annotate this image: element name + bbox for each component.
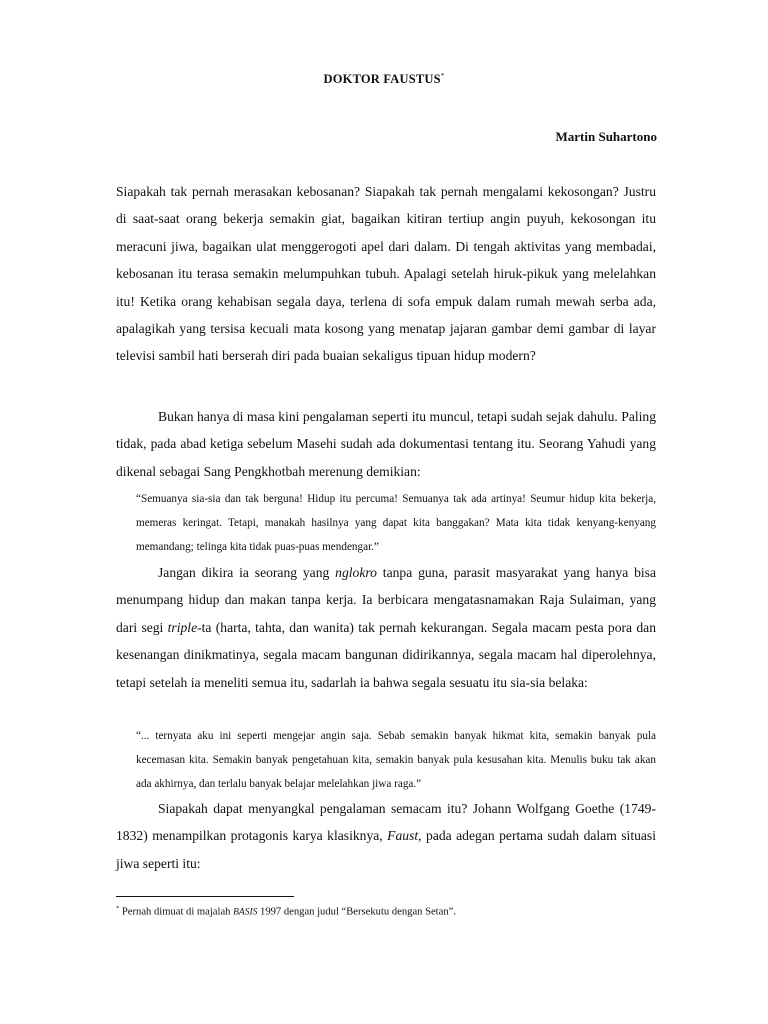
paragraph-3-emphasis-triple: triple (167, 619, 198, 635)
paragraph-3-emphasis-nglokro: nglokro (335, 565, 377, 580)
footnote (116, 902, 456, 920)
paragraph-4 (116, 795, 656, 877)
paragraph-2 (116, 403, 656, 485)
footnote-divider (116, 896, 294, 897)
paragraph-4-part-b: , pada adegan pertama sudah dalam situasi jiwa seperti itu: (116, 828, 656, 871)
paragraph-3-part-a: Jangan dikira ia seorang yang (158, 565, 336, 580)
page-title (0, 72, 768, 87)
paragraph-3 (116, 559, 656, 696)
paragraph-3-part-b: tanpa guna, parasit masyarakat yang hanya bisa menumpang hidup dan makan tanpa kerja. Ia berbicara mengatasnamakan Raja Sulaiman, yang dari segi (116, 565, 656, 635)
footnote-magazine-name: BASIS (233, 907, 258, 918)
paragraph-1-text: Siapakah tak pernah merasakan kebosanan? Siapakah tak pernah mengalami kekosongan? Justru di saat-saat orang bekerja semakin giat, bagaikan kitiran tertiup angin puyuh, kekosongan itu meracuni jiwa, bagaikan ulat menggerogoti apel dari dalam. Di tengah aktivitas yang membadai, kebosanan itu terasa semakin melumpuhkan tubuh. Apalagi setelah hiruk-pikuk yang melelahkan itu! Ketika orang kehabisan segala daya, terlena di sofa empuk dalam rumah mewah serba ada, apalagikah yang tersisa kecuali mata kosong yang menatap jajaran gambar demi gambar di layar televisi sambil hati berserah diri pada buaian sekaligus tipuan hidup modern? (116, 184, 656, 364)
title-footnote-mark: * (440, 72, 445, 80)
author-name: Martin Suhartono (555, 129, 657, 144)
paragraph-4-emphasis-faust: Faust (387, 828, 419, 844)
paragraph-3-part-c: -ta (harta, tahta, dan wanita) tak pernah kekurangan. Segala macam pesta pora dan kesenangan dinikmatinya, segala macam bangunan didirikannya, segala macam hal diperolehnya, tetapi setelah ia meneliti semua itu, sadarlah ia bahwa segala sesuatu itu sia-sia belaka: (116, 619, 656, 690)
quotation-2: “... ternyata aku ini seperti mengejar angin saja. Sebab semakin banyak hikmat kita, semakin banyak pula kecemasan kita. Semakin banyak pengetahuan kita, semakin banyak pula kesusahan kita. Menulis buku tak akan ada akhirnya, dan terlalu banyak belajar melelahkan jiwa raga.” (136, 730, 656, 790)
footnote-mark: * (116, 905, 120, 912)
paragraph-2-text: Bukan hanya di masa kini pengalaman seperti itu muncul, tetapi sudah sejak dahulu. Paling tidak, pada abad ketiga sebelum Masehi sudah ada dokumentasi tentang itu. Seorang Yahudi yang dikenal sebagai Sang Pengkhotbah merenung demikian: (116, 409, 656, 479)
paragraph-3-text (116, 559, 656, 696)
title-text: DOKTOR FAUSTUS (323, 72, 441, 87)
paragraph-4-part-a: Siapakah dapat menyangkal pengalaman semacam itu? Johann Wolfgang Goethe (1749-1832) menampilkan protagonis karya klasiknya, (116, 801, 656, 844)
quotation-1: “Semuanya sia-sia dan tak berguna! Hidup itu percuma! Semuanya tak ada artinya! Seumur hidup kita bekerja, memeras keringat. Tetapi, manakah hasilnya yang dapat kita banggakan? Mata kita tidak kenyang-kenyang memandang; telinga kita tidak puas-puas mendengar.” (136, 493, 656, 553)
footnote-text-a: Pernah dimuat di majalah (119, 906, 234, 918)
paragraph-4-text (116, 795, 656, 877)
footnote-text-b: 1997 dengan judul “Bersekutu dengan Setan”. (257, 906, 456, 918)
paragraph-1 (116, 178, 656, 370)
